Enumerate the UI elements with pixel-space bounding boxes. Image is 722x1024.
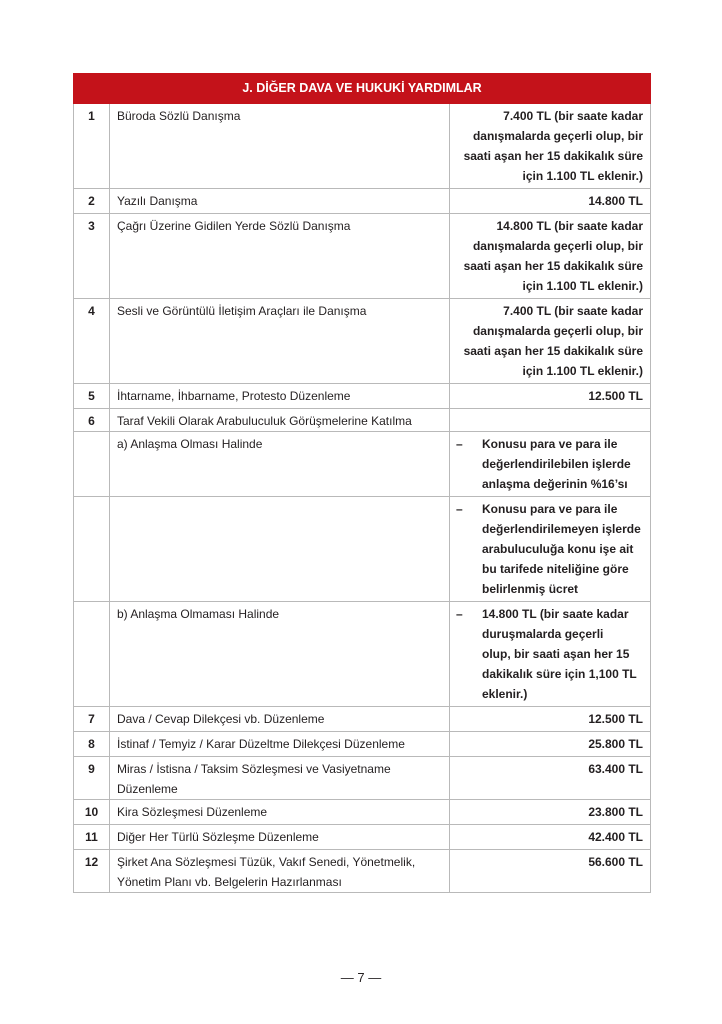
fee-line: 12.500 TL <box>588 389 644 403</box>
subrow-fee-a1 <box>450 432 651 497</box>
table-row <box>74 800 651 825</box>
row-description: İhtarname, İhbarname, Protesto Düzenleme <box>110 384 450 409</box>
fee-line: 14.800 TL <box>588 194 644 208</box>
row-fee: 25.800 TL <box>450 732 651 757</box>
row-number: 4 <box>74 299 110 384</box>
dash-mark: – <box>456 437 463 451</box>
fee-line: Konusu para ve para ile <box>482 437 618 451</box>
row-number: 9 <box>74 757 110 800</box>
row-description: Çağrı Üzerine Gidilen Yerde Sözlü Danışma <box>110 214 450 299</box>
table-row <box>74 707 651 732</box>
row-fee: 56.600 TL <box>450 850 651 893</box>
fee-line: danışmalarda geçerli olup, bir <box>472 324 644 338</box>
row-fee <box>450 214 651 299</box>
table-row <box>74 757 651 800</box>
row-number: 3 <box>74 214 110 299</box>
table-row <box>74 214 651 299</box>
fee-line: için 1.100 TL eklenir.) <box>522 364 644 378</box>
row-description: Dava / Cevap Dilekçesi vb. Düzenleme <box>110 707 450 732</box>
row-number: 11 <box>74 825 110 850</box>
fee-line: değerlendirilemeyen işlerde <box>482 522 641 536</box>
fee-line: için 1.100 TL eklenir.) <box>522 169 644 183</box>
fee-line: arabuluculuğa konu işe ait <box>482 542 634 556</box>
table-subrow <box>74 602 651 707</box>
row-description: Şirket Ana Sözleşmesi Tüzük, Vakıf Senedi, Yönetmelik, Yönetim Planı vb. Belgelerin Hazırlanması <box>110 850 450 893</box>
fee-line: saati aşan her 15 dakikalık süre <box>463 149 644 163</box>
section-title: J. DİĞER DAVA VE HUKUKİ YARDIMLAR <box>74 74 651 104</box>
fee-line: 14.800 TL (bir saate kadar <box>496 219 644 233</box>
dash-mark: – <box>456 502 463 516</box>
row-number: 10 <box>74 800 110 825</box>
table-row <box>74 825 651 850</box>
fee-line: danışmalarda geçerli olup, bir <box>472 239 644 253</box>
row-fee <box>450 384 651 409</box>
row-fee <box>450 299 651 384</box>
row-description: Sesli ve Görüntülü İletişim Araçları ile Danışma <box>110 299 450 384</box>
table-row <box>74 409 651 432</box>
row-fee <box>450 104 651 189</box>
row-number-empty <box>74 497 110 602</box>
row-description: İstinaf / Temyiz / Karar Düzeltme Dilekçesi Düzenleme <box>110 732 450 757</box>
row-number: 1 <box>74 104 110 189</box>
table-row <box>74 189 651 214</box>
row-description: Büroda Sözlü Danışma <box>110 104 450 189</box>
fee-line: saati aşan her 15 dakikalık süre <box>463 259 644 273</box>
fee-line: danışmalarda geçerli olup, bir <box>472 129 644 143</box>
fee-line: dakikalık süre için 1,100 TL <box>482 667 637 681</box>
table-row <box>74 104 651 189</box>
row-fee: 23.800 TL <box>450 800 651 825</box>
fee-line: saati aşan her 15 dakikalık süre <box>463 344 644 358</box>
table-row <box>74 732 651 757</box>
table-row <box>74 299 651 384</box>
fee-line: eklenir.) <box>482 687 528 701</box>
fee-line: 7.400 TL (bir saate kadar <box>503 304 644 318</box>
subrow-fee-a2 <box>450 497 651 602</box>
subrow-label-a: a) Anlaşma Olması Halinde <box>110 432 450 497</box>
row-description: Diğer Her Türlü Sözleşme Düzenleme <box>110 825 450 850</box>
subrow-label-b: b) Anlaşma Olmaması Halinde <box>110 602 450 707</box>
fee-line: 14.800 TL (bir saate kadar <box>482 607 629 621</box>
fee-line: Konusu para ve para ile <box>482 502 618 516</box>
row-number: 12 <box>74 850 110 893</box>
row-fee: 12.500 TL <box>450 707 651 732</box>
fee-line: olup, bir saati aşan her 15 <box>482 647 630 661</box>
row-description: Kira Sözleşmesi Düzenleme <box>110 800 450 825</box>
page-number: — 7 — <box>340 970 382 985</box>
row-number: 7 <box>74 707 110 732</box>
dash-mark: – <box>456 607 463 621</box>
fee-line: için 1.100 TL eklenir.) <box>522 279 644 293</box>
section-header-row <box>74 74 651 104</box>
table-subrow <box>74 432 651 497</box>
row-number-empty <box>74 602 110 707</box>
subrow-fee-b <box>450 602 651 707</box>
row-number: 2 <box>74 189 110 214</box>
row-fee: 63.400 TL <box>450 757 651 800</box>
row-fee: 42.400 TL <box>450 825 651 850</box>
row-fee-empty <box>450 409 651 432</box>
table-row <box>74 850 651 893</box>
fee-line: bu tarifede niteliğine göre <box>482 562 629 576</box>
fee-line: anlaşma değerinin %16’sı <box>482 477 628 491</box>
table-subrow <box>74 497 651 602</box>
row-number: 5 <box>74 384 110 409</box>
row-description-empty <box>110 497 450 602</box>
row-description: Taraf Vekili Olarak Arabuluculuk Görüşmelerine Katılma <box>110 409 450 432</box>
row-number: 6 <box>74 409 110 432</box>
row-description: Yazılı Danışma <box>110 189 450 214</box>
table-row <box>74 384 651 409</box>
fee-line: duruşmalarda geçerli <box>482 627 604 641</box>
fee-line: değerlendirilebilen işlerde <box>482 457 631 471</box>
row-number: 8 <box>74 732 110 757</box>
row-description: Miras / İstisna / Taksim Sözleşmesi ve Vasiyetname Düzenleme <box>110 757 450 800</box>
fee-line: belirlenmiş ücret <box>482 582 579 596</box>
row-number-empty <box>74 432 110 497</box>
fee-table <box>73 73 651 893</box>
row-fee <box>450 189 651 214</box>
fee-line: 7.400 TL (bir saate kadar <box>503 109 644 123</box>
